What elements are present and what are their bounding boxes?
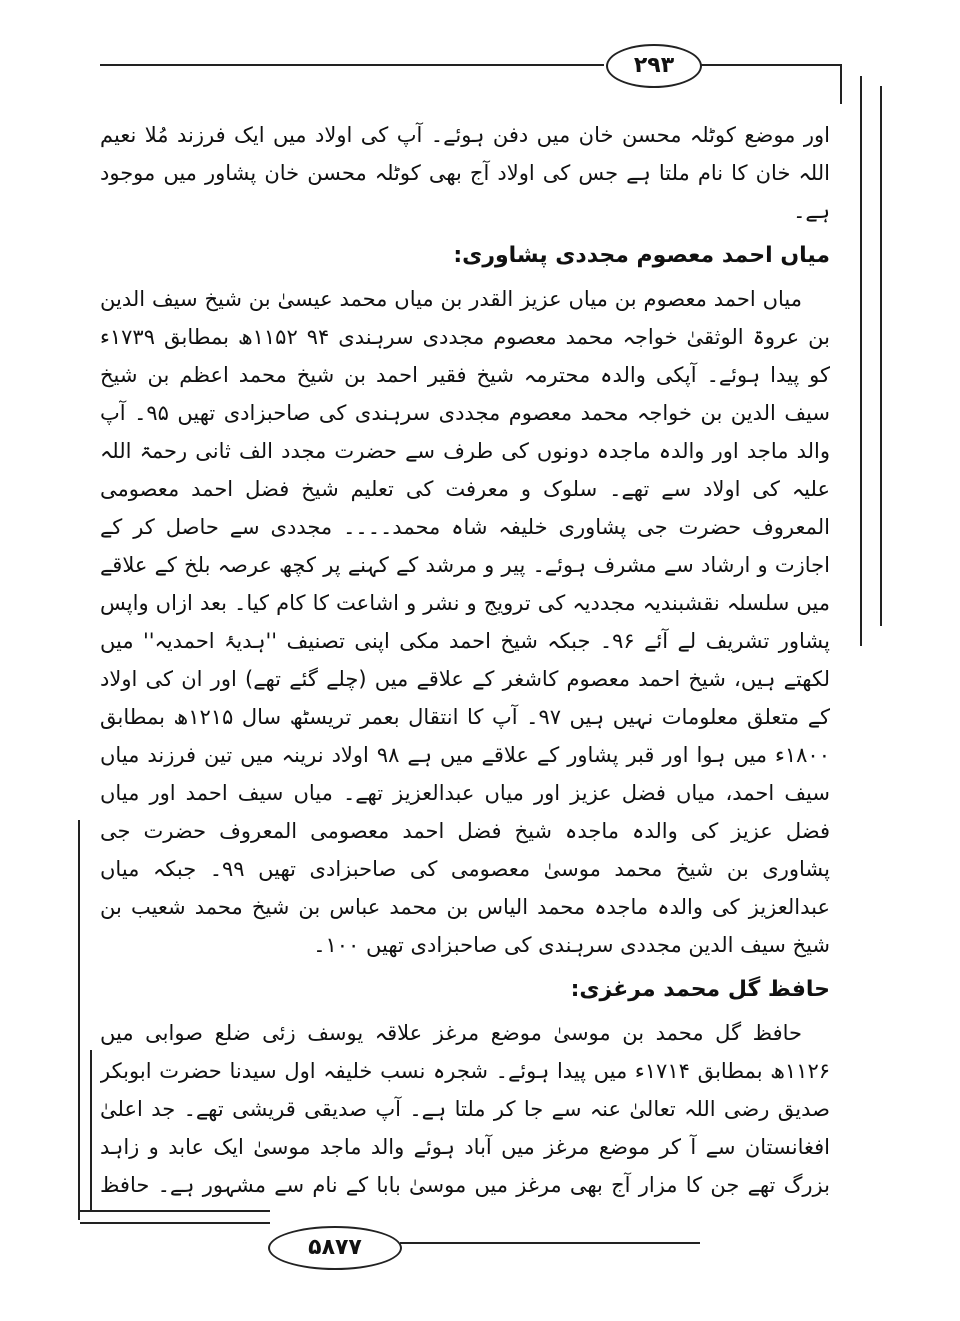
frame-bottom-line-right (400, 1242, 700, 1244)
frame-right-inner (840, 64, 842, 104)
section2-paragraph: حافظ گل محمد بن موسیٰ موضع مرغز علاقہ یوسف زئی ضلع صوابی میں ۱۱۲۶ھ بمطابق ۱۷۱۴ء میں پیدا ہوئے۔ شجرہ نسب خلیفہ اول سیدنا حضرت ابوبکر صدیق رضی اللہ تعالیٰ عنہ سے جا کر ملتا ہے۔ آپ صدیقی قریشی تھے۔ جد اعلیٰ افغانستان سے آ کر موضع مرغز میں آباد ہوئے والد ماجد موسیٰ ایک عابد و زاہد بزرگ تھے جن کا مزار آج بھی مرغز میں موسیٰ بابا کے نام سے مشہور ہے۔ حافظ (100, 1021, 830, 1197)
frame-bottom-line (80, 1210, 270, 1212)
frame-right-outer (880, 86, 882, 626)
page-text (100, 116, 830, 1206)
top-page-number: ۲۹۳ (606, 44, 702, 88)
section1-heading: میاں احمد معصوم مجددی پشاوری: (453, 243, 830, 268)
frame-left-line-2 (90, 1050, 92, 1210)
frame-top-line-right (700, 64, 840, 66)
frame-left-line (78, 820, 80, 1220)
bottom-page-number: ۵۸۷۷ (268, 1226, 402, 1270)
section2-heading: حافظ گل محمد مرغزی: (570, 977, 830, 1002)
intro-paragraph: اور موضع کوٹلہ محسن خان میں دفن ہوئے۔ آپ کی اولاد میں ایک فرزند مُلا نعیم اللہ خان کا نام ملتا ہے جس کی اولاد آج بھی کوٹلہ محسن خان پشاور میں موجود ہے۔ (100, 123, 830, 223)
section1-paragraph: میاں احمد معصوم بن میاں عزیز القدر بن میاں محمد عیسیٰ بن شیخ سیف الدین بن عروۃ الوثقیٰ خواجہ محمد معصوم مجددی سرہندی ۹۴ ۱۱۵۲ھ بمطابق ۱۷۳۹ء کو پیدا ہوئے۔ آپکی والدہ محترمہ شیخ فقیر احمد بن شیخ محمد اعظم بن شیخ سیف الدین بن خواجہ محمد معصوم مجددی سرہندی کی صاحبزادی تھیں ۹۵۔ آپ والد ماجد اور والدہ ماجدہ دونوں کی طرف سے حضرت مجدد الف ثانی رحمۃ اللہ علیہ کی اولاد سے تھے۔ سلوک و معرفت کی تعلیم شیخ فضل احمد معصومی المعروف حضرت جی پشاوری خلیفہ شاہ محمد۔۔۔۔ مجددی سے حاصل کر کے اجازت و ارشاد سے مشرف ہوئے۔ پیر و مرشد کے کہنے پر کچھ عرصہ بلخ کے علاقے میں سلسلہ نقشبندیہ مجددیہ کی ترویج و نشر و اشاعت کا کام کیا۔ بعد ازاں واپس پشاور تشریف لے آئے ۹۶۔ جبکہ شیخ احمد مکی اپنی تصنیف ''ہدیۂ احمدیہ'' میں لکھتے ہیں، شیخ احمد معصوم کاشغر کے علاقے میں (چلے گئے تھے) اور ان کی اولاد کے متعلق معلومات نہیں ہیں ۹۷۔ آپ کا انتقال بعمر تریسٹھ سال ۱۲۱۵ھ بمطابق ۱۸۰۰ء میں ہوا اور قبر پشاور کے علاقے میں ہے ۹۸ اولاد نرینہ میں تین فرزند میاں سیف احمد، میاں فضل عزیز اور میاں عبدالعزیز تھے۔ میاں سیف احمد اور میاں فضل عزیز کی والدہ ماجدہ شیخ فضل احمد معصومی المعروف حضرت جی پشاوری بن شیخ محمد موسیٰ معصومی کی صاحبزادی تھیں ۹۹۔ جبکہ میاں عبدالعزیز کی والدہ ماجدہ محمد الیاس بن محمد عباس بن شیخ محمد شعیب بن شیخ سیف الدین مجددی سرہندی کی صاحبزادی تھیں ۱۰۰۔ (100, 287, 830, 957)
frame-top-line (100, 64, 604, 66)
frame-bottom-line-2 (80, 1222, 270, 1224)
frame-right-inner-2 (860, 76, 862, 646)
